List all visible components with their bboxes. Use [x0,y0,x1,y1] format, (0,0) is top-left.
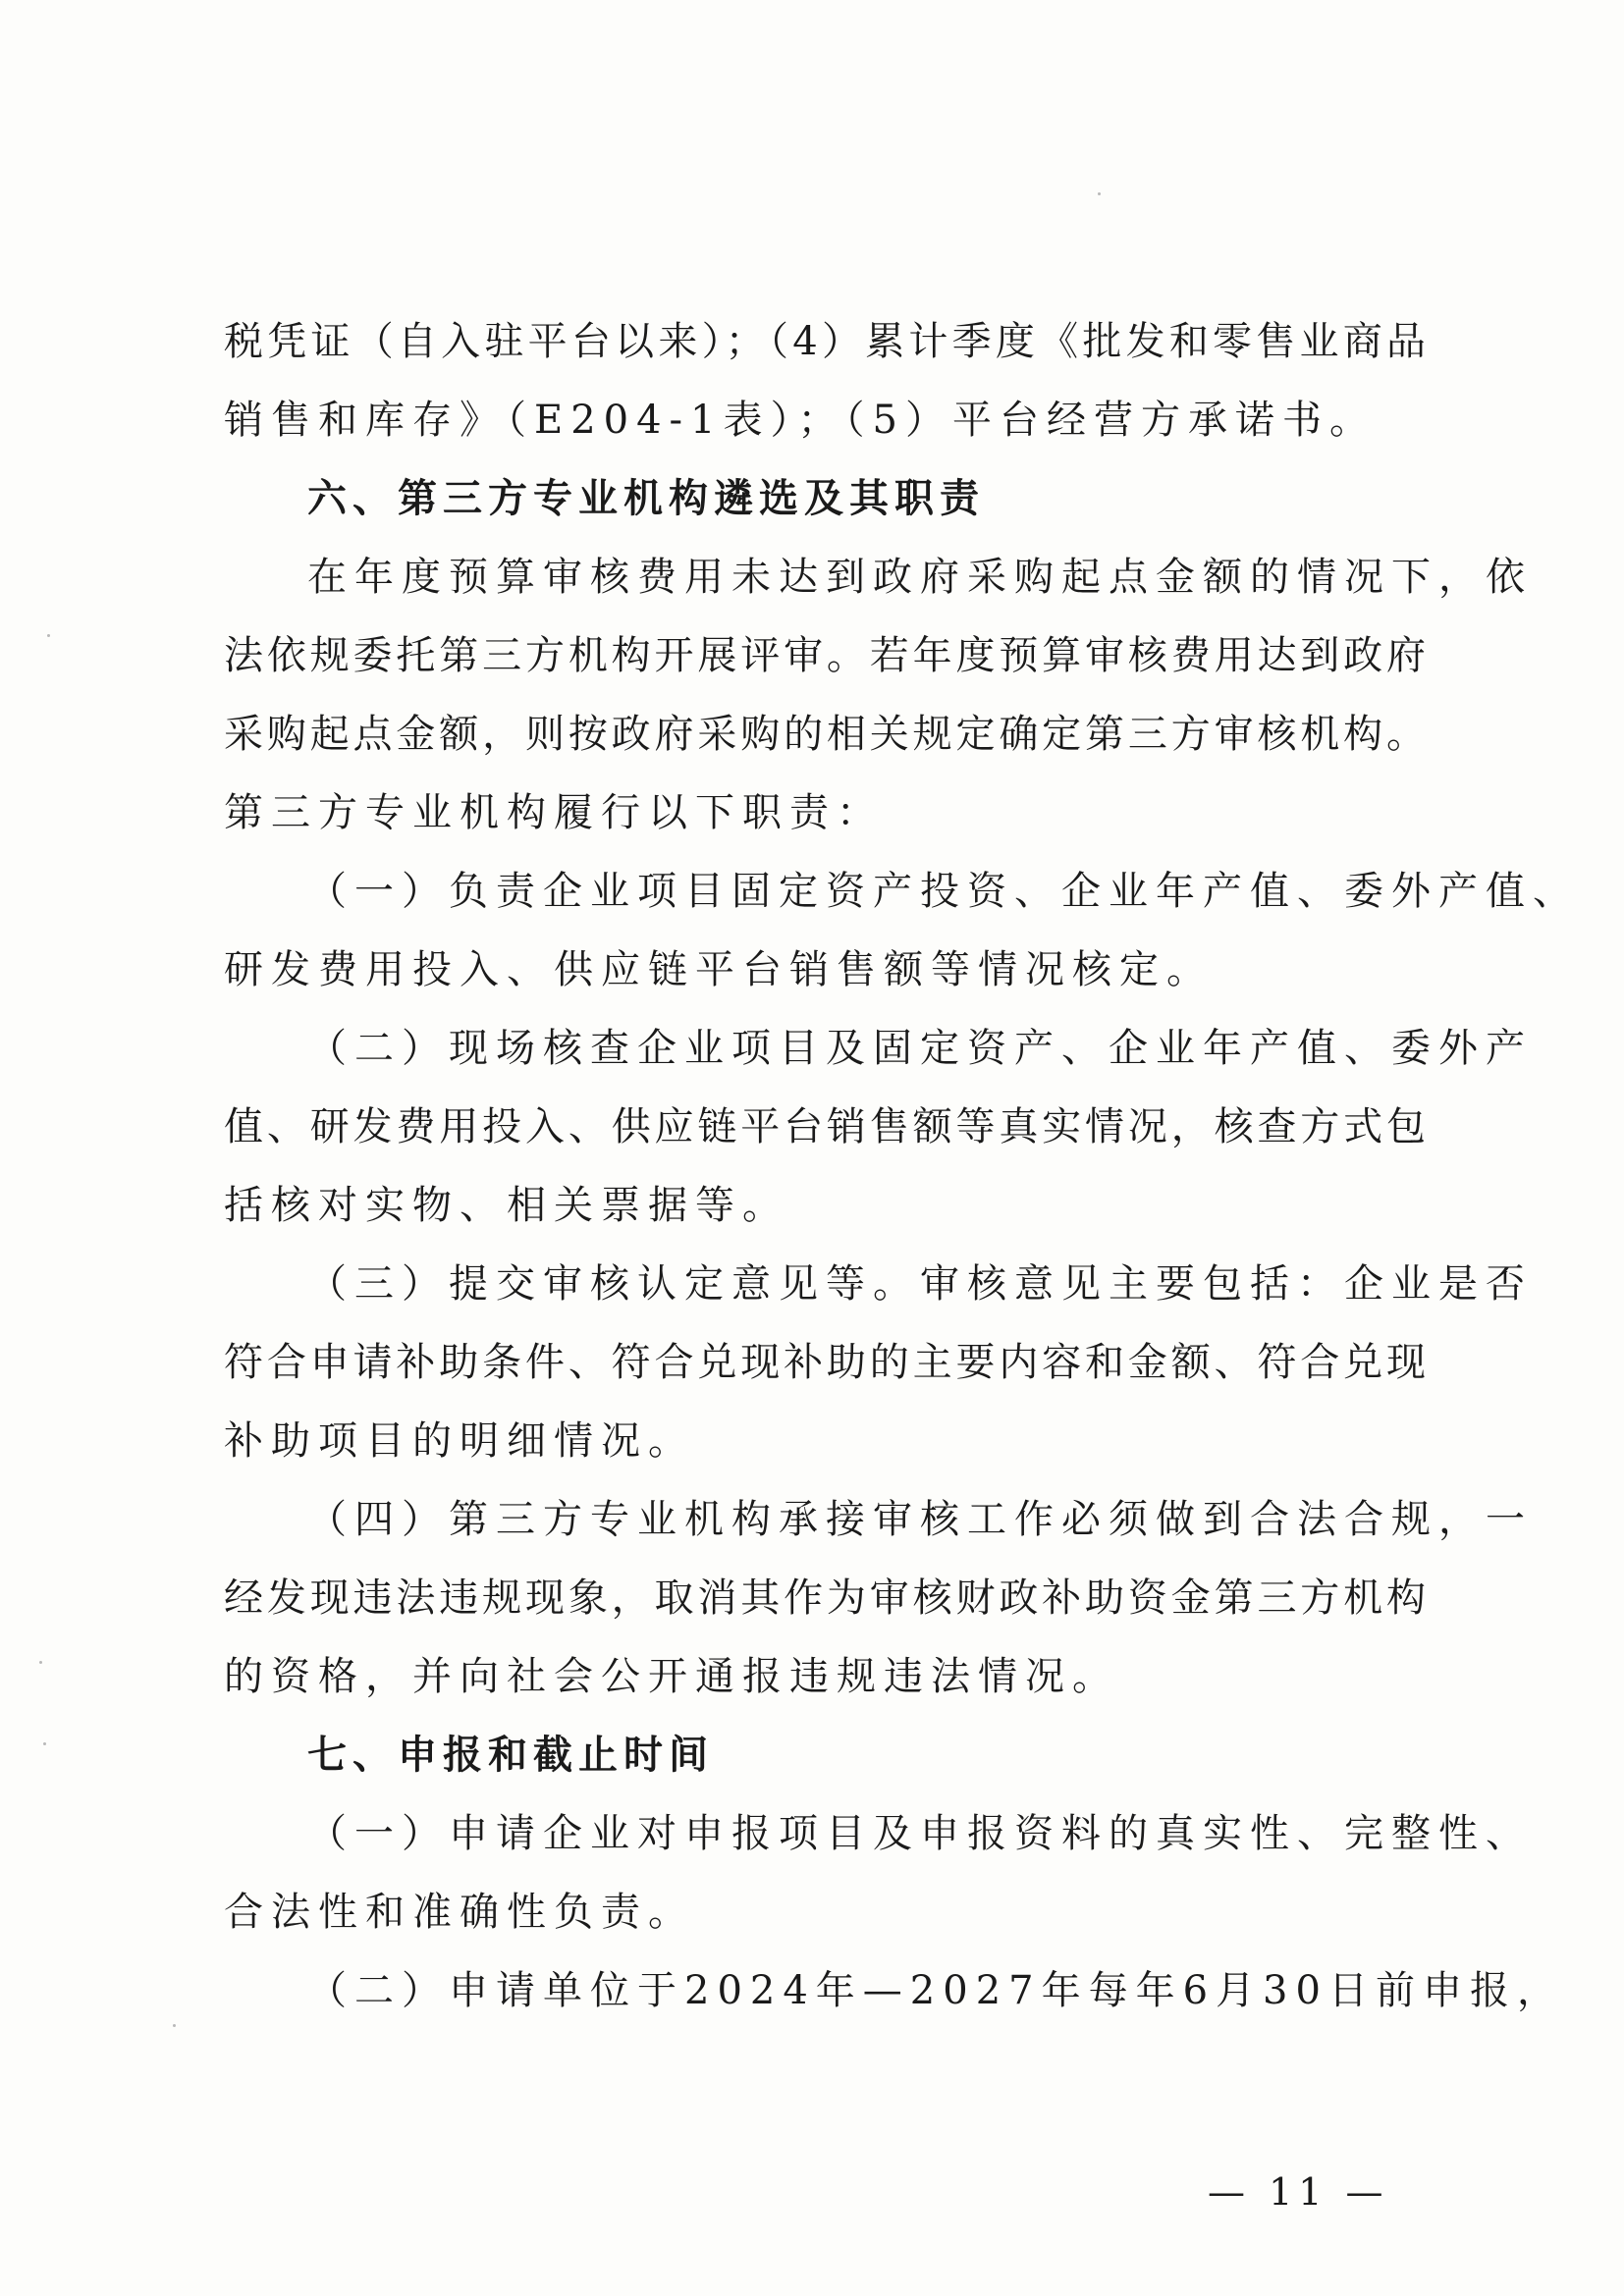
body-text-line: 的资格，并向社会公开通报违规违法情况。 [224,1654,1119,1699]
body-text-line: 法依规委托第三方机构开展评审。若年度预算审核费用达到政府 [224,633,1426,678]
body-text-line: （二）申请单位于2024年—2027年每年6月30日前申报， [307,1968,1564,2013]
scan-speck [1098,192,1101,195]
body-text-line: 采购起点金额，则按政府采购的相关规定确定第三方审核机构。 [224,712,1426,757]
scan-speck [173,2024,176,2027]
scan-speck [47,634,50,637]
body-text-line: 经发现违法违规现象，取消其作为审核财政补助资金第三方机构 [224,1575,1426,1621]
scan-speck [39,1661,42,1664]
body-text-line: 第三方专业机构履行以下职责： [224,790,884,835]
section-heading: 六、第三方专业机构遴选及其职责 [307,476,985,521]
page-number: — 11 — [1208,2170,1389,2214]
scan-speck [43,1742,46,1745]
body-text-line: （三）提交审核认定意见等。审核意见主要包括：企业是否 [307,1261,1533,1307]
body-text-line: 符合申请补助条件、符合兑现补助的主要内容和金额、符合兑现 [224,1340,1426,1385]
body-text-line: 销售和库存》（E204-1表）；（5）平台经营方承诺书。 [224,398,1377,443]
body-text-line: （四）第三方专业机构承接审核工作必须做到合法合规，一 [307,1497,1533,1542]
body-text-line: 合法性和准确性负责。 [224,1890,695,1935]
section-heading: 七、申报和截止时间 [307,1733,714,1778]
body-text-line: （一）负责企业项目固定资产投资、企业年产值、委外产值、 [307,869,1580,914]
body-text-line: （二）现场核查企业项目及固定资产、企业年产值、委外产 [307,1026,1533,1071]
body-text-line: 值、研发费用投入、供应链平台销售额等真实情况，核查方式包 [224,1104,1426,1149]
body-text-line: 研发费用投入、供应链平台销售额等情况核定。 [224,947,1214,992]
body-text-line: 括核对实物、相关票据等。 [224,1183,789,1228]
body-text-line: 补助项目的明细情况。 [224,1418,695,1464]
body-text-line: 税凭证（自入驻平台以来）；（4）累计季度《批发和零售业商品 [224,319,1426,364]
body-text-line: （一）申请企业对申报项目及申报资料的真实性、完整性、 [307,1811,1533,1856]
body-text-line: 在年度预算审核费用未达到政府采购起点金额的情况下，依 [307,555,1533,600]
